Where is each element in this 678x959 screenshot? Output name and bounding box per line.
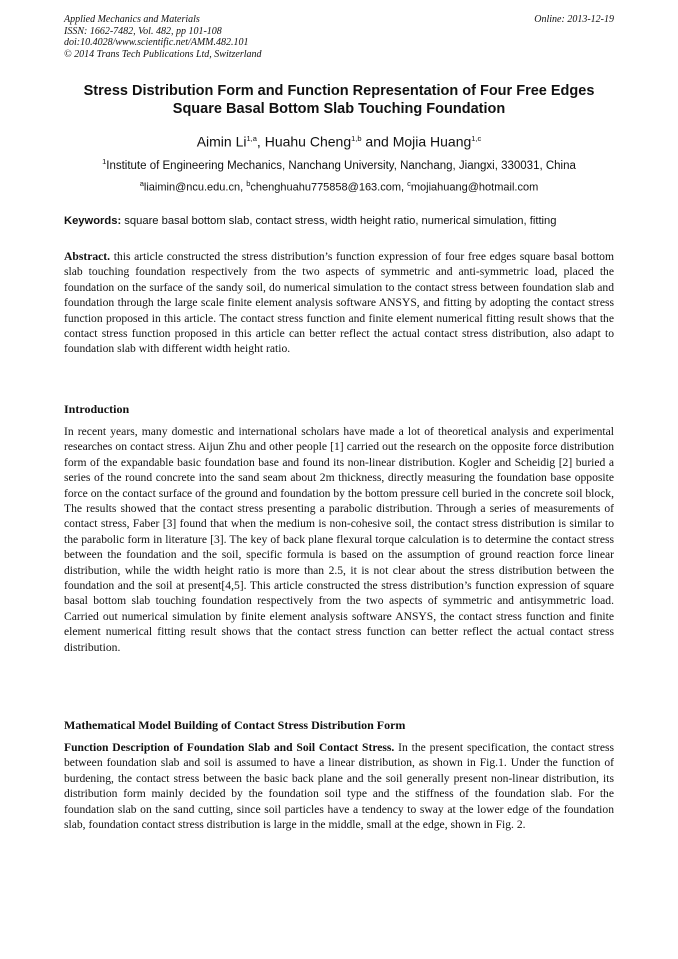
online-date: Online: 2013-12-19 — [534, 14, 614, 25]
math-section-heading: Mathematical Model Building of Contact Stress Distribution Form — [64, 718, 406, 732]
paper-title: Stress Distribution Form and Function Representation of Four Free Edges Square Basal Bottom Slab Touching Foundation — [83, 83, 595, 117]
keywords — [64, 214, 614, 228]
affiliation — [64, 155, 614, 173]
author-superscript: 1,b — [351, 134, 362, 143]
email-address[interactable]: chenghuahu775858@163.com — [250, 181, 402, 194]
journal-name: Applied Mechanics and Materials — [64, 14, 200, 25]
affiliation-text: Institute of Engineering Mechanics, Nanchang University, Nanchang, Jiangxi, 330031, China — [106, 159, 576, 172]
email-address[interactable]: liaimin@ncu.edu.cn — [143, 181, 241, 194]
abstract-label: Abstract. — [64, 250, 111, 263]
introduction-heading: Introduction — [64, 402, 130, 416]
journal-doi: doi:10.4028/www.scientific.net/AMM.482.101 — [64, 37, 249, 48]
email-superscript: c — [407, 179, 411, 188]
introduction-text: In recent years, many domestic and international scholars have made a lot of theoretical analysis and experimental researches on contact stress. Aijun Zhu and other people [1] carried out the research on the opposite force distribution form of the expandable basic foundation base and found its non-linear distribution. Kogler and Scheidig [2] buried a series of the round concrete into the sand seam about 2m thickness, directly measuring the foundation base opposite force on the contact surface of the ground and foundation by the bottom pressure cell buried in the concrete soil block, The results showed that the contact stress presenting a parabolic distribution. Through a series of measurements of contact stress, Faber [3] found that when the medium is non-cohesive soil, the contact stress distribution is similar to the parabolic form in literature [3]. The key of back plane flexural torque calculation is to determine the contact stress between the foundation and the soil, specific formula is based on the assumption of ground reaction force linear distribution, while the width height ratio is more than 2.5, it is not clear about the stress distribution between the foundation and the soil at present[4,5]. This article constructed the stress distribution’s function expression of square basal bottom slab touching foundation respectively from the two aspects of symmetric and antisymmetric load. Carried out numerical simulation by finite element analysis software ANSYS, the contact stress function and finite element numerical fitting result shows that the contact stress function can better reflect the actual contact stress distribution. — [64, 425, 614, 654]
keywords-label: Keywords: — [64, 215, 122, 227]
function-description-label: Function Description of Foundation Slab and Soil Contact Stress. — [64, 741, 395, 754]
journal-issn: ISSN: 1662-7482, Vol. 482, pp 101-108 — [64, 25, 222, 37]
journal-copyright: © 2014 Trans Tech Publications Ltd, Switzerland — [64, 48, 262, 60]
email-superscript: b — [246, 179, 251, 188]
function-description-text: In the present specification, the contact stress between foundation slab and soil is assumed to have a linear distribution, as shown in Fig.1. Under the function of burdening, the contact stress between the basic back plane and the soil generally present non-linear distribution, its distribution form mainly decided by the foundation soil type and the stiffness of the foundation slab. For the foundation slab on the sand cutting, since soil particles have a tendency to sway at the lower edge of the foundation slab, foundation contact stress distribution is large in the middle, small at the edge, shown in Fig. 2. — [64, 741, 614, 832]
author-separator: , — [256, 133, 265, 150]
author-name: Aimin Li — [196, 133, 247, 150]
author-superscript: 1,c — [471, 134, 482, 143]
author-superscript: 1,a — [246, 134, 257, 143]
author-separator: and — [361, 133, 393, 150]
function-description — [64, 740, 614, 832]
affiliation-superscript: 1 — [102, 157, 107, 166]
abstract-text: this article constructed the stress distribution’s function expression of four free edges square basal bottom slab touching foundation respectively from the two aspects of symmetric and anti-symmetric load, placed the foundation on the surface of the sandy soil, do numerical simulation to the contact stress between foundation slab and foundation through the large scale finite element analysis software ANSYS, and fitting by adopting the contact stress function proposed in this article. The contact stress function and finite element numerical fitting result shows that the contact stress function proposed in this article can better reflect the actual contact stress distribution, also adapt to foundation slab with different width height ratio. — [64, 250, 614, 356]
abstract — [64, 249, 614, 357]
author-name: Mojia Huang — [392, 133, 472, 150]
email-address[interactable]: mojiahuang@hotmail.com — [410, 181, 539, 194]
email-list — [64, 177, 614, 195]
author-list — [64, 130, 614, 151]
keywords-text: square basal bottom slab, contact stress, width height ratio, numerical simulation, fitting — [121, 215, 557, 227]
email-superscript: a — [139, 179, 144, 188]
journal-header — [64, 14, 614, 60]
author-name: Huahu Cheng — [264, 133, 352, 150]
email-separator: , — [401, 181, 408, 194]
email-separator: , — [240, 181, 247, 194]
